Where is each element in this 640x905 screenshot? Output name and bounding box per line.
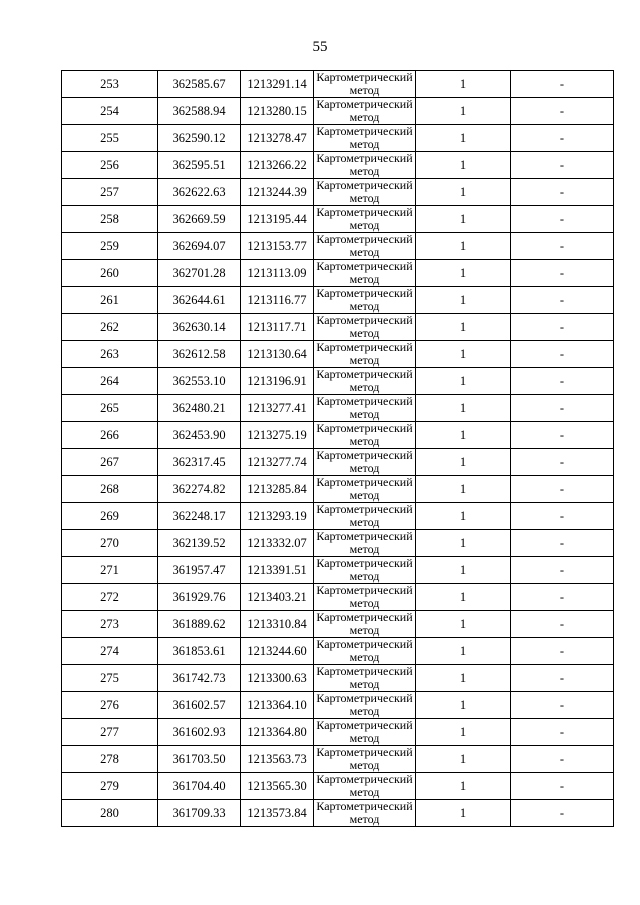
table-row <box>62 449 614 476</box>
method-text: Картометрический метод <box>316 773 413 799</box>
method-cell <box>314 179 416 206</box>
y-coordinate-cell: 1213113.09 <box>241 260 314 287</box>
x-coordinate-cell: 361602.93 <box>158 719 241 746</box>
method-cell <box>314 98 416 125</box>
method-cell <box>314 692 416 719</box>
method-cell <box>314 125 416 152</box>
point-number-cell: 264 <box>62 368 158 395</box>
method-cell <box>314 611 416 638</box>
description-cell: - <box>511 476 614 503</box>
point-number-cell: 262 <box>62 314 158 341</box>
table-row <box>62 476 614 503</box>
table-row <box>62 557 614 584</box>
x-coordinate-cell: 362622.63 <box>158 179 241 206</box>
method-cell <box>314 476 416 503</box>
table-row <box>62 773 614 800</box>
x-coordinate-cell: 362317.45 <box>158 449 241 476</box>
description-cell: - <box>511 179 614 206</box>
x-coordinate-cell: 362585.67 <box>158 71 241 98</box>
description-cell: - <box>511 746 614 773</box>
y-coordinate-cell: 1213277.41 <box>241 395 314 422</box>
accuracy-cell: 1 <box>416 719 511 746</box>
point-number-cell: 268 <box>62 476 158 503</box>
accuracy-cell: 1 <box>416 530 511 557</box>
point-number-cell: 269 <box>62 503 158 530</box>
table-row <box>62 422 614 449</box>
x-coordinate-cell: 361703.50 <box>158 746 241 773</box>
point-number-cell: 260 <box>62 260 158 287</box>
description-cell: - <box>511 152 614 179</box>
table-row <box>62 503 614 530</box>
table-row <box>62 584 614 611</box>
method-text: Картометрический метод <box>316 125 413 151</box>
method-text: Картометрический метод <box>316 71 413 97</box>
accuracy-cell: 1 <box>416 800 511 827</box>
table-row <box>62 530 614 557</box>
method-text: Картометрический метод <box>316 665 413 691</box>
method-text: Картометрический метод <box>316 584 413 610</box>
description-cell: - <box>511 638 614 665</box>
description-cell: - <box>511 125 614 152</box>
method-cell <box>314 152 416 179</box>
coordinates-table-body <box>62 71 614 827</box>
y-coordinate-cell: 1213563.73 <box>241 746 314 773</box>
table-row <box>62 746 614 773</box>
method-text: Картометрический метод <box>316 557 413 583</box>
method-text: Картометрический метод <box>316 179 413 205</box>
y-coordinate-cell: 1213278.47 <box>241 125 314 152</box>
x-coordinate-cell: 361709.33 <box>158 800 241 827</box>
description-cell: - <box>511 692 614 719</box>
method-cell <box>314 233 416 260</box>
y-coordinate-cell: 1213266.22 <box>241 152 314 179</box>
table-row <box>62 341 614 368</box>
description-cell: - <box>511 665 614 692</box>
table-row <box>62 260 614 287</box>
method-cell <box>314 530 416 557</box>
point-number-cell: 253 <box>62 71 158 98</box>
x-coordinate-cell: 362139.52 <box>158 530 241 557</box>
y-coordinate-cell: 1213153.77 <box>241 233 314 260</box>
accuracy-cell: 1 <box>416 584 511 611</box>
method-cell <box>314 665 416 692</box>
point-number-cell: 261 <box>62 287 158 314</box>
x-coordinate-cell: 362553.10 <box>158 368 241 395</box>
description-cell: - <box>511 422 614 449</box>
x-coordinate-cell: 362694.07 <box>158 233 241 260</box>
x-coordinate-cell: 362595.51 <box>158 152 241 179</box>
point-number-cell: 275 <box>62 665 158 692</box>
table-row <box>62 125 614 152</box>
y-coordinate-cell: 1213244.39 <box>241 179 314 206</box>
description-cell: - <box>511 287 614 314</box>
x-coordinate-cell: 361853.61 <box>158 638 241 665</box>
method-cell <box>314 287 416 314</box>
x-coordinate-cell: 362453.90 <box>158 422 241 449</box>
point-number-cell: 265 <box>62 395 158 422</box>
description-cell: - <box>511 719 614 746</box>
description-cell: - <box>511 611 614 638</box>
table-row <box>62 692 614 719</box>
description-cell: - <box>511 98 614 125</box>
description-cell: - <box>511 368 614 395</box>
point-number-cell: 280 <box>62 800 158 827</box>
accuracy-cell: 1 <box>416 287 511 314</box>
y-coordinate-cell: 1213196.91 <box>241 368 314 395</box>
description-cell: - <box>511 449 614 476</box>
y-coordinate-cell: 1213364.10 <box>241 692 314 719</box>
accuracy-cell: 1 <box>416 368 511 395</box>
description-cell: - <box>511 71 614 98</box>
page-number: 55 <box>312 39 328 55</box>
y-coordinate-cell: 1213280.15 <box>241 98 314 125</box>
method-cell <box>314 557 416 584</box>
accuracy-cell: 1 <box>416 179 511 206</box>
y-coordinate-cell: 1213573.84 <box>241 800 314 827</box>
method-text: Картометрический метод <box>316 98 413 124</box>
method-text: Картометрический метод <box>316 206 413 232</box>
method-text: Картометрический метод <box>316 314 413 340</box>
point-number-cell: 278 <box>62 746 158 773</box>
method-cell <box>314 638 416 665</box>
method-cell <box>314 746 416 773</box>
point-number-cell: 276 <box>62 692 158 719</box>
x-coordinate-cell: 361929.76 <box>158 584 241 611</box>
table-row <box>62 395 614 422</box>
table-row <box>62 179 614 206</box>
method-cell <box>314 422 416 449</box>
table-row <box>62 368 614 395</box>
accuracy-cell: 1 <box>416 557 511 584</box>
description-cell: - <box>511 260 614 287</box>
method-cell <box>314 71 416 98</box>
table-row <box>62 611 614 638</box>
method-text: Картометрический метод <box>316 719 413 745</box>
method-text: Картометрический метод <box>316 233 413 259</box>
method-text: Картометрический метод <box>316 692 413 718</box>
point-number-cell: 256 <box>62 152 158 179</box>
method-cell <box>314 368 416 395</box>
y-coordinate-cell: 1213300.63 <box>241 665 314 692</box>
y-coordinate-cell: 1213195.44 <box>241 206 314 233</box>
description-cell: - <box>511 206 614 233</box>
y-coordinate-cell: 1213275.19 <box>241 422 314 449</box>
method-cell <box>314 503 416 530</box>
method-text: Картометрический метод <box>316 611 413 637</box>
x-coordinate-cell: 361742.73 <box>158 665 241 692</box>
y-coordinate-cell: 1213293.19 <box>241 503 314 530</box>
point-number-cell: 267 <box>62 449 158 476</box>
accuracy-cell: 1 <box>416 260 511 287</box>
point-number-cell: 271 <box>62 557 158 584</box>
method-cell <box>314 314 416 341</box>
table-row <box>62 152 614 179</box>
accuracy-cell: 1 <box>416 476 511 503</box>
table-row <box>62 71 614 98</box>
method-cell <box>314 206 416 233</box>
x-coordinate-cell: 362590.12 <box>158 125 241 152</box>
description-cell: - <box>511 233 614 260</box>
y-coordinate-cell: 1213291.14 <box>241 71 314 98</box>
x-coordinate-cell: 361602.57 <box>158 692 241 719</box>
method-text: Картометрический метод <box>316 800 413 826</box>
table-row <box>62 665 614 692</box>
point-number-cell: 279 <box>62 773 158 800</box>
accuracy-cell: 1 <box>416 503 511 530</box>
x-coordinate-cell: 361704.40 <box>158 773 241 800</box>
x-coordinate-cell: 362630.14 <box>158 314 241 341</box>
y-coordinate-cell: 1213332.07 <box>241 530 314 557</box>
accuracy-cell: 1 <box>416 314 511 341</box>
table-row <box>62 719 614 746</box>
x-coordinate-cell: 362588.94 <box>158 98 241 125</box>
y-coordinate-cell: 1213244.60 <box>241 638 314 665</box>
accuracy-cell: 1 <box>416 341 511 368</box>
accuracy-cell: 1 <box>416 611 511 638</box>
x-coordinate-cell: 362701.28 <box>158 260 241 287</box>
method-text: Картометрический метод <box>316 476 413 502</box>
method-text: Картометрический метод <box>316 530 413 556</box>
table-row <box>62 98 614 125</box>
method-text: Картометрический метод <box>316 287 413 313</box>
method-text: Картометрический метод <box>316 422 413 448</box>
y-coordinate-cell: 1213117.71 <box>241 314 314 341</box>
method-text: Картометрический метод <box>316 449 413 475</box>
point-number-cell: 266 <box>62 422 158 449</box>
method-cell <box>314 341 416 368</box>
point-number-cell: 255 <box>62 125 158 152</box>
table-row <box>62 233 614 260</box>
description-cell: - <box>511 557 614 584</box>
point-number-cell: 263 <box>62 341 158 368</box>
point-number-cell: 270 <box>62 530 158 557</box>
method-cell <box>314 395 416 422</box>
description-cell: - <box>511 341 614 368</box>
method-text: Картометрический метод <box>316 152 413 178</box>
accuracy-cell: 1 <box>416 152 511 179</box>
method-cell <box>314 449 416 476</box>
x-coordinate-cell: 361957.47 <box>158 557 241 584</box>
point-number-cell: 273 <box>62 611 158 638</box>
y-coordinate-cell: 1213116.77 <box>241 287 314 314</box>
method-text: Картометрический метод <box>316 638 413 664</box>
x-coordinate-cell: 362480.21 <box>158 395 241 422</box>
description-cell: - <box>511 395 614 422</box>
table-row <box>62 800 614 827</box>
accuracy-cell: 1 <box>416 98 511 125</box>
table-row <box>62 314 614 341</box>
point-number-cell: 258 <box>62 206 158 233</box>
method-cell <box>314 260 416 287</box>
description-cell: - <box>511 584 614 611</box>
coordinates-table <box>61 70 614 827</box>
point-number-cell: 272 <box>62 584 158 611</box>
accuracy-cell: 1 <box>416 665 511 692</box>
point-number-cell: 254 <box>62 98 158 125</box>
accuracy-cell: 1 <box>416 692 511 719</box>
accuracy-cell: 1 <box>416 206 511 233</box>
x-coordinate-cell: 362644.61 <box>158 287 241 314</box>
table-row <box>62 638 614 665</box>
description-cell: - <box>511 773 614 800</box>
y-coordinate-cell: 1213403.21 <box>241 584 314 611</box>
description-cell: - <box>511 503 614 530</box>
accuracy-cell: 1 <box>416 422 511 449</box>
accuracy-cell: 1 <box>416 125 511 152</box>
y-coordinate-cell: 1213130.64 <box>241 341 314 368</box>
y-coordinate-cell: 1213285.84 <box>241 476 314 503</box>
method-cell <box>314 719 416 746</box>
point-number-cell: 259 <box>62 233 158 260</box>
point-number-cell: 274 <box>62 638 158 665</box>
x-coordinate-cell: 361889.62 <box>158 611 241 638</box>
method-cell <box>314 584 416 611</box>
point-number-cell: 257 <box>62 179 158 206</box>
description-cell: - <box>511 800 614 827</box>
table-row <box>62 206 614 233</box>
accuracy-cell: 1 <box>416 233 511 260</box>
x-coordinate-cell: 362248.17 <box>158 503 241 530</box>
description-cell: - <box>511 530 614 557</box>
y-coordinate-cell: 1213391.51 <box>241 557 314 584</box>
y-coordinate-cell: 1213277.74 <box>241 449 314 476</box>
description-cell: - <box>511 314 614 341</box>
accuracy-cell: 1 <box>416 395 511 422</box>
y-coordinate-cell: 1213565.30 <box>241 773 314 800</box>
y-coordinate-cell: 1213310.84 <box>241 611 314 638</box>
method-text: Картометрический метод <box>316 503 413 529</box>
method-cell <box>314 773 416 800</box>
accuracy-cell: 1 <box>416 773 511 800</box>
method-text: Картометрический метод <box>316 260 413 286</box>
method-text: Картометрический метод <box>316 746 413 772</box>
accuracy-cell: 1 <box>416 449 511 476</box>
x-coordinate-cell: 362669.59 <box>158 206 241 233</box>
method-text: Картометрический метод <box>316 368 413 394</box>
x-coordinate-cell: 362612.58 <box>158 341 241 368</box>
accuracy-cell: 1 <box>416 746 511 773</box>
method-text: Картометрический метод <box>316 341 413 367</box>
y-coordinate-cell: 1213364.80 <box>241 719 314 746</box>
accuracy-cell: 1 <box>416 638 511 665</box>
accuracy-cell: 1 <box>416 71 511 98</box>
method-text: Картометрический метод <box>316 395 413 421</box>
point-number-cell: 277 <box>62 719 158 746</box>
x-coordinate-cell: 362274.82 <box>158 476 241 503</box>
table-row <box>62 287 614 314</box>
method-cell <box>314 800 416 827</box>
